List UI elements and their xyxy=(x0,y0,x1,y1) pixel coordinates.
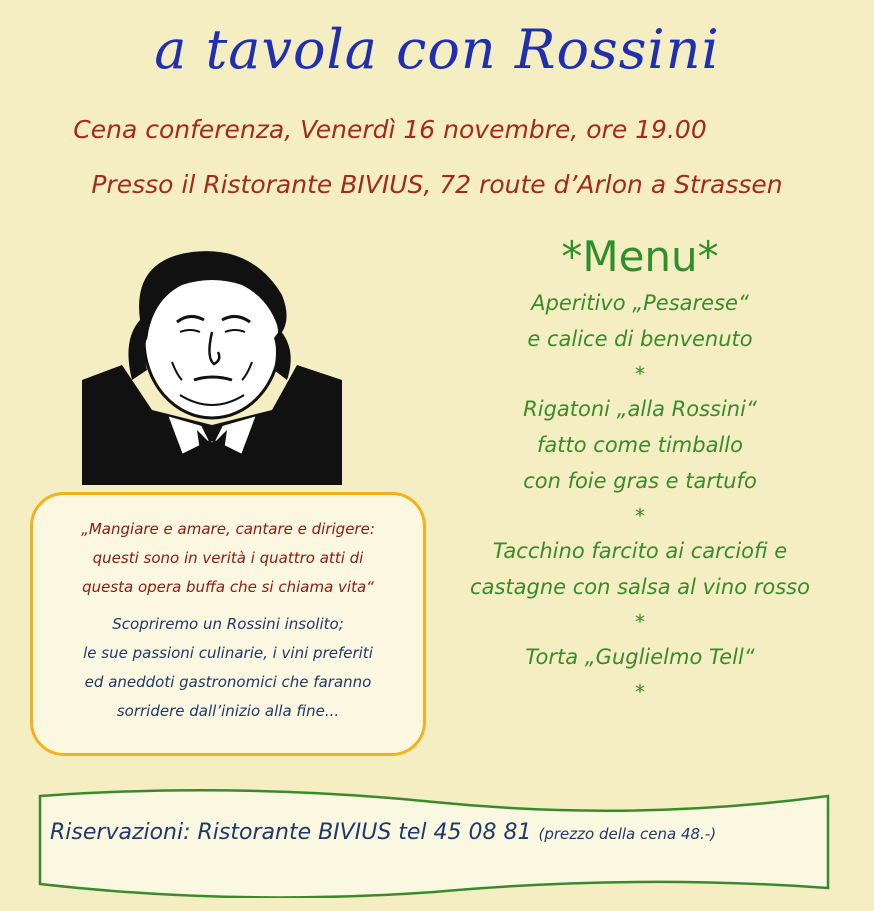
dinner-price: (prezzo della cena 48.-) xyxy=(538,825,717,843)
quote-line: questa opera buffa che si chiama vita“ xyxy=(82,578,374,596)
menu-course-line: Aperitivo „Pesarese“ xyxy=(531,291,749,315)
menu-separator: * xyxy=(635,680,645,704)
quote-line: questi sono in verità i quattro atti di xyxy=(92,549,364,567)
menu-separator: * xyxy=(635,504,645,528)
quote-line: „Mangiare e amare, cantare e dirigere: xyxy=(81,520,375,538)
menu-separator: * xyxy=(635,610,645,634)
description-line: le sue passioni culinarie, i vini preferiti xyxy=(83,644,373,662)
menu-course-line: fatto come timballo xyxy=(537,433,743,457)
rossini-caricature-illustration xyxy=(82,240,342,485)
menu-course-line: castagne con salsa al vino rosso xyxy=(470,575,810,599)
menu-title: *Menu* xyxy=(561,232,719,281)
menu-course-line: Tacchino farcito ai carciofi e xyxy=(492,539,788,563)
reservation-text: Riservazioni: Ristorante BIVIUS tel 45 08 81 xyxy=(50,820,532,845)
event-location-line: Presso il Ristorante BIVIUS, 72 route d’Arlon a Strassen xyxy=(91,170,783,199)
menu-course-line: Torta „Guglielmo Tell“ xyxy=(525,645,755,669)
menu-separator: * xyxy=(635,362,645,386)
description-line: sorridere dall’inizio alla fine... xyxy=(116,702,340,720)
description-line: ed aneddoti gastronomici che faranno xyxy=(84,673,372,691)
menu-section xyxy=(440,232,840,709)
menu-course-line: con foie gras e tartufo xyxy=(523,469,757,493)
event-date-line: Cena conferenza, Venerdì 16 novembre, ore 19.00 xyxy=(73,115,707,144)
description-line: Scopriremo un Rossini insolito; xyxy=(112,615,344,633)
event-description xyxy=(33,610,423,726)
rossini-quote xyxy=(33,515,423,602)
page-title: a tavola con Rossini xyxy=(154,18,720,81)
menu-course-line: Rigatoni „alla Rossini“ xyxy=(523,397,757,421)
quote-box xyxy=(30,492,426,756)
reservation-info xyxy=(50,820,840,845)
menu-course-line: e calice di benvenuto xyxy=(527,327,753,351)
